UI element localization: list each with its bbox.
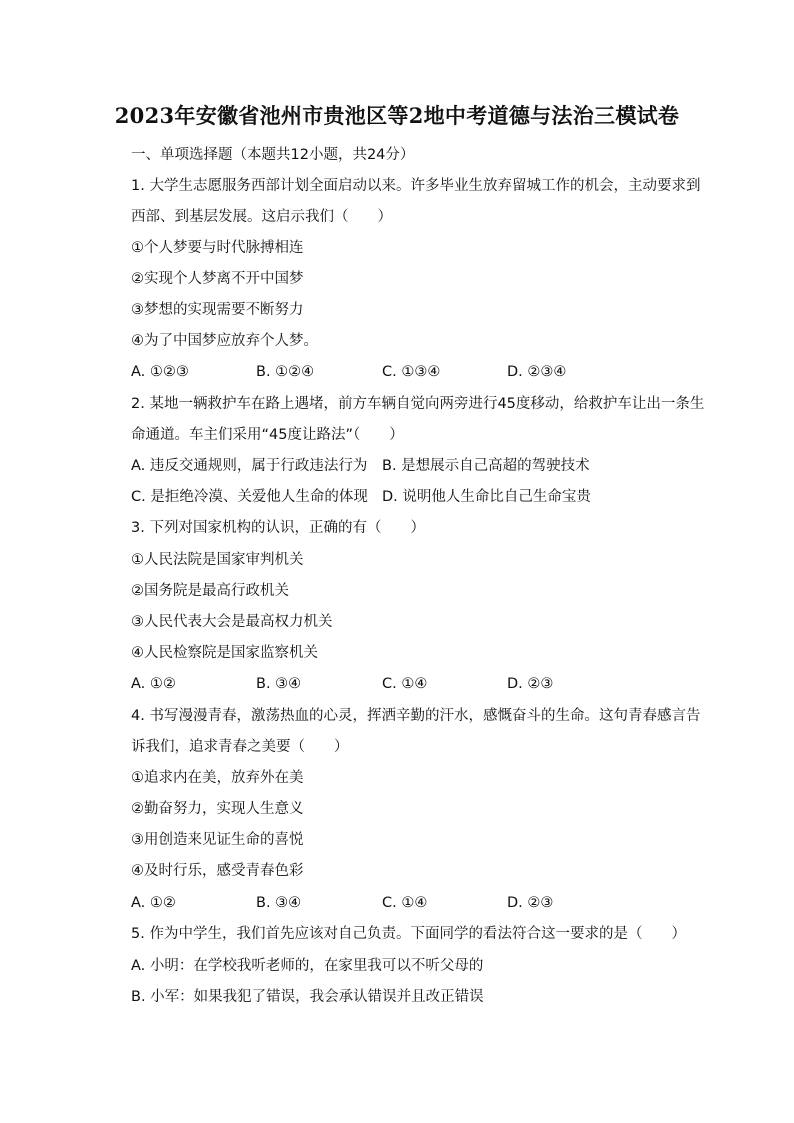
question-1-statement-3: ③梦想的实现需要不断努力 (131, 302, 304, 318)
question-1-statement-2: ②实现个人梦离不开中国梦 (131, 271, 304, 287)
question-2-option-c[interactable]: C. 是拒绝冷漠、关爱他人生命的体现 (131, 489, 368, 505)
question-4-statement-4: ④及时行乐，感受青春色彩 (131, 863, 304, 879)
question-2-text-line-2: 命通道。车主们采用“45度让路法”（ ） (131, 427, 404, 443)
question-4-statement-3: ③用创造来见证生命的喜悦 (131, 832, 304, 848)
question-4-option-b[interactable]: B. ③④ (256, 895, 302, 911)
question-3-option-c[interactable]: C. ①④ (382, 676, 428, 692)
question-4-option-d[interactable]: D. ②③ (507, 895, 554, 911)
question-4-option-c[interactable]: C. ①④ (382, 895, 428, 911)
question-2-option-b[interactable]: B. 是想展示自己高超的驾驶技术 (382, 458, 590, 474)
section-heading: 一、单项选择题（本题共12小题，共24分） (131, 147, 415, 163)
question-2-option-d[interactable]: D. 说明他人生命比自己生命宝贵 (382, 489, 591, 505)
question-4-text-line-1: 4. 书写漫漫青春，激荡热血的心灵，挥洒辛勤的汗水，感慨奋斗的生命。这句青春感言告 (131, 708, 701, 724)
question-1-option-c[interactable]: C. ①③④ (382, 364, 441, 380)
question-3-statement-4: ④人民检察院是国家监察机关 (131, 645, 318, 661)
question-3-option-a[interactable]: A. ①② (131, 676, 176, 692)
question-1-option-a[interactable]: A. ①②③ (131, 364, 189, 380)
question-4-statement-2: ②勤奋努力，实现人生意义 (131, 801, 304, 817)
exam-title: 2023年安徽省池州市贵池区等2地中考道德与法治三模试卷 (114, 103, 680, 128)
question-4-text-line-2: 诉我们，追求青春之美要（ ） (131, 739, 349, 755)
question-3-statement-2: ②国务院是最高行政机关 (131, 583, 289, 599)
question-2-text-line-1: 2. 某地一辆救护车在路上遇堵，前方车辆自觉向两旁进行45度移动，给救护车让出一条生 (131, 396, 705, 412)
question-3-statement-3: ③人民代表大会是最高权力机关 (131, 614, 333, 630)
question-4-statement-1: ①追求内在美，放弃外在美 (131, 770, 304, 786)
question-1-text-line-1: 1. 大学生志愿服务西部计划全面启动以来。许多毕业生放弃留城工作的机会，主动要求到 (131, 178, 701, 194)
question-3-option-d[interactable]: D. ②③ (507, 676, 554, 692)
question-1-option-d[interactable]: D. ②③④ (507, 364, 567, 380)
question-2-option-a[interactable]: A. 违反交通规则，属于行政违法行为 (131, 458, 368, 474)
question-1-text-line-2: 西部、到基层发展。这启示我们（ ） (131, 209, 392, 225)
question-5-option-b[interactable]: B. 小军：如果我犯了错误，我会承认错误并且改正错误 (131, 989, 484, 1005)
question-1-option-b[interactable]: B. ①②④ (256, 364, 315, 380)
question-3-text-line-1: 3. 下列对国家机构的认识，正确的有（ ） (131, 520, 425, 536)
question-3-statement-1: ①人民法院是国家审判机关 (131, 552, 304, 568)
question-3-option-b[interactable]: B. ③④ (256, 676, 302, 692)
question-5-option-a[interactable]: A. 小明：在学校我听老师的，在家里我可以不听父母的 (131, 958, 484, 974)
question-1-statement-4: ④为了中国梦应放弃个人梦。 (131, 333, 318, 349)
question-5-text-line-1: 5. 作为中学生，我们首先应该对自己负责。下面同学的看法符合这一要求的是（ ） (131, 926, 686, 942)
question-4-option-a[interactable]: A. ①② (131, 895, 176, 911)
question-1-statement-1: ①个人梦要与时代脉搏相连 (131, 240, 304, 256)
